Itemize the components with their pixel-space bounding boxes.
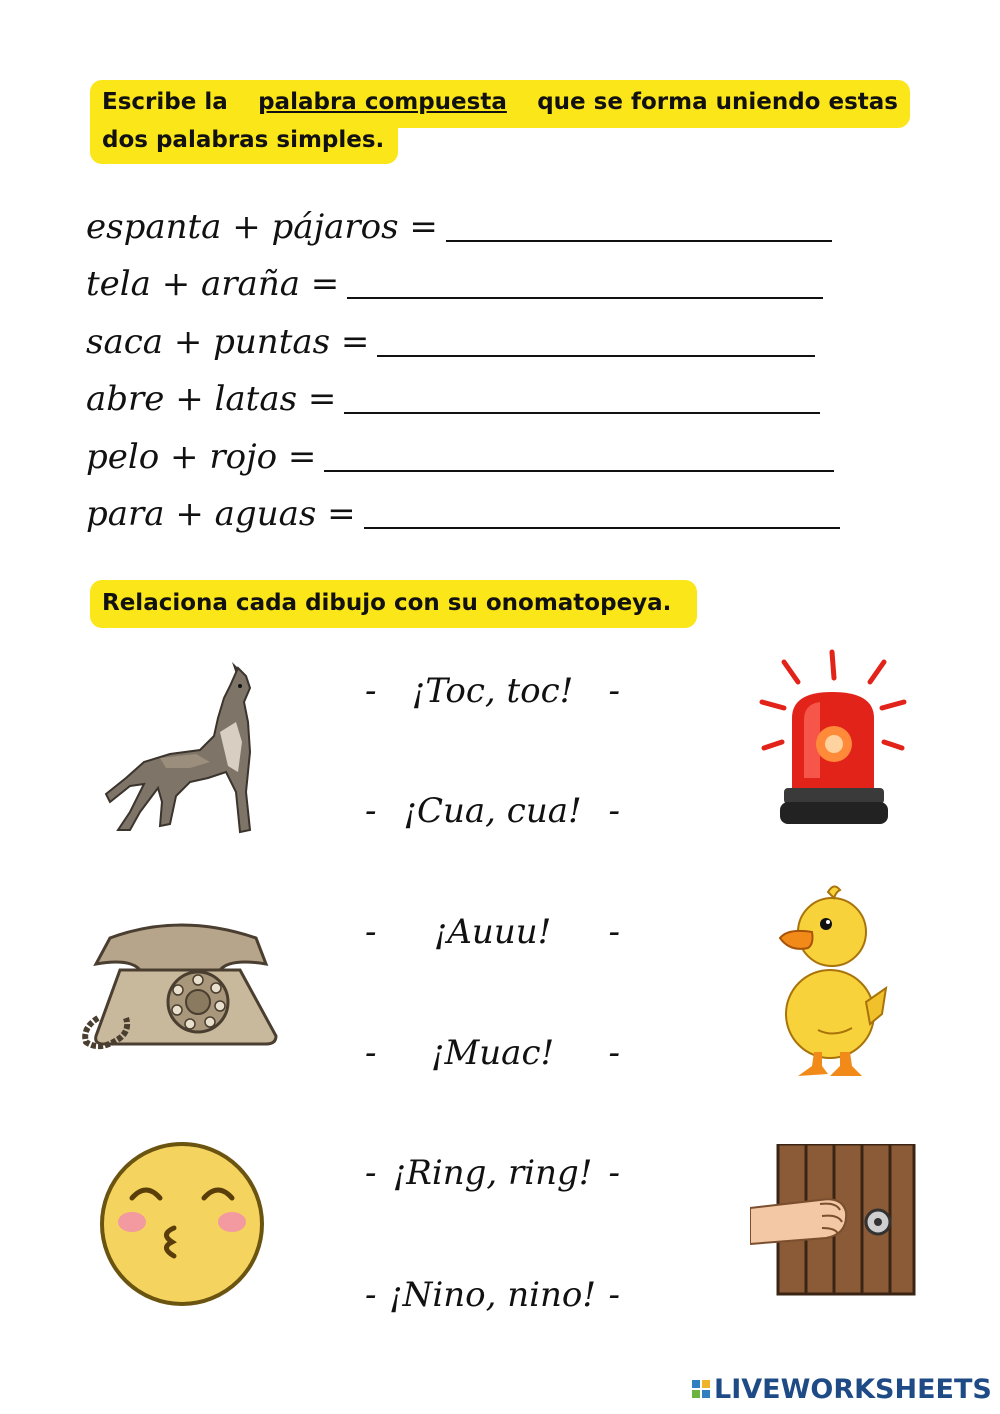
equation-row xyxy=(86,486,840,544)
kiss-emoji-icon[interactable] xyxy=(96,1138,268,1310)
match-dot-right[interactable]: - xyxy=(608,671,620,711)
match-dot-right[interactable]: - xyxy=(608,791,620,831)
onomatopoeia-item[interactable] xyxy=(365,1148,620,1198)
answer-blank[interactable] xyxy=(446,240,832,242)
match-dot-right[interactable]: - xyxy=(608,1153,620,1193)
equation-text: pelo + rojo = xyxy=(86,436,317,477)
instruction-compound-words xyxy=(90,80,910,164)
equation-row xyxy=(86,371,840,429)
instruction-underlined-term: palabra compuesta xyxy=(258,89,507,115)
onomatopoeia-text: ¡Muac! xyxy=(430,1033,555,1073)
equation-text: abre + latas = xyxy=(86,379,337,420)
answer-blank[interactable] xyxy=(344,412,820,414)
duck-icon[interactable] xyxy=(778,882,888,1082)
onomatopoeia-item[interactable] xyxy=(365,907,620,957)
equation-text: espanta + pájaros = xyxy=(86,206,438,247)
logo-wordmark: LIVEWORKSHEETS xyxy=(714,1373,992,1405)
instruction-word-group: que se forma uniendo estas xyxy=(537,89,898,115)
match-dot-left[interactable]: - xyxy=(365,1153,377,1193)
wolf-icon[interactable] xyxy=(100,662,260,840)
logo-mark-icon xyxy=(692,1380,710,1398)
onomatopoeia-item[interactable] xyxy=(365,666,620,716)
onomatopoeia-text: ¡Ring, ring! xyxy=(392,1153,593,1193)
door-knock-icon[interactable] xyxy=(750,1144,916,1296)
onomatopoeia-item[interactable] xyxy=(365,1028,620,1078)
compound-word-exercise xyxy=(86,198,840,543)
answer-blank[interactable] xyxy=(364,527,840,529)
liveworksheets-logo xyxy=(692,1372,992,1406)
onomatopoeia-text: ¡Auuu! xyxy=(433,912,552,952)
match-dot-left[interactable]: - xyxy=(365,1275,377,1315)
onomatopoeia-text: ¡Cua, cua! xyxy=(403,791,582,831)
match-dot-right[interactable]: - xyxy=(608,1275,620,1315)
onomatopoeia-text: ¡Nino, nino! xyxy=(388,1275,597,1315)
match-dot-left[interactable]: - xyxy=(365,671,377,711)
siren-icon[interactable] xyxy=(758,648,908,830)
onomatopoeia-item[interactable] xyxy=(365,786,620,836)
equation-row xyxy=(86,198,840,256)
match-dot-right[interactable]: - xyxy=(608,912,620,952)
telephone-icon[interactable] xyxy=(80,918,280,1054)
instruction-match: Relaciona cada dibujo con su onomatopeya. xyxy=(90,580,697,628)
equation-row xyxy=(86,313,840,371)
answer-blank[interactable] xyxy=(377,355,815,357)
equation-text: saca + puntas = xyxy=(86,321,370,362)
onomatopoeia-text: ¡Toc, toc! xyxy=(411,671,574,711)
match-dot-right[interactable]: - xyxy=(608,1033,620,1073)
onomatopoeia-item[interactable] xyxy=(365,1270,620,1320)
answer-blank[interactable] xyxy=(324,470,834,472)
match-dot-left[interactable]: - xyxy=(365,791,377,831)
instruction-line-2: dos palabras simples. xyxy=(90,124,398,164)
match-dot-left[interactable]: - xyxy=(365,912,377,952)
equation-row xyxy=(86,256,840,314)
match-dot-left[interactable]: - xyxy=(365,1033,377,1073)
equation-row xyxy=(86,428,840,486)
instruction-word-group: Escribe la xyxy=(102,89,228,115)
instruction-line-1 xyxy=(90,80,910,128)
equation-text: tela + araña = xyxy=(86,264,340,305)
equation-text: para + aguas = xyxy=(86,494,356,535)
answer-blank[interactable] xyxy=(347,297,823,299)
